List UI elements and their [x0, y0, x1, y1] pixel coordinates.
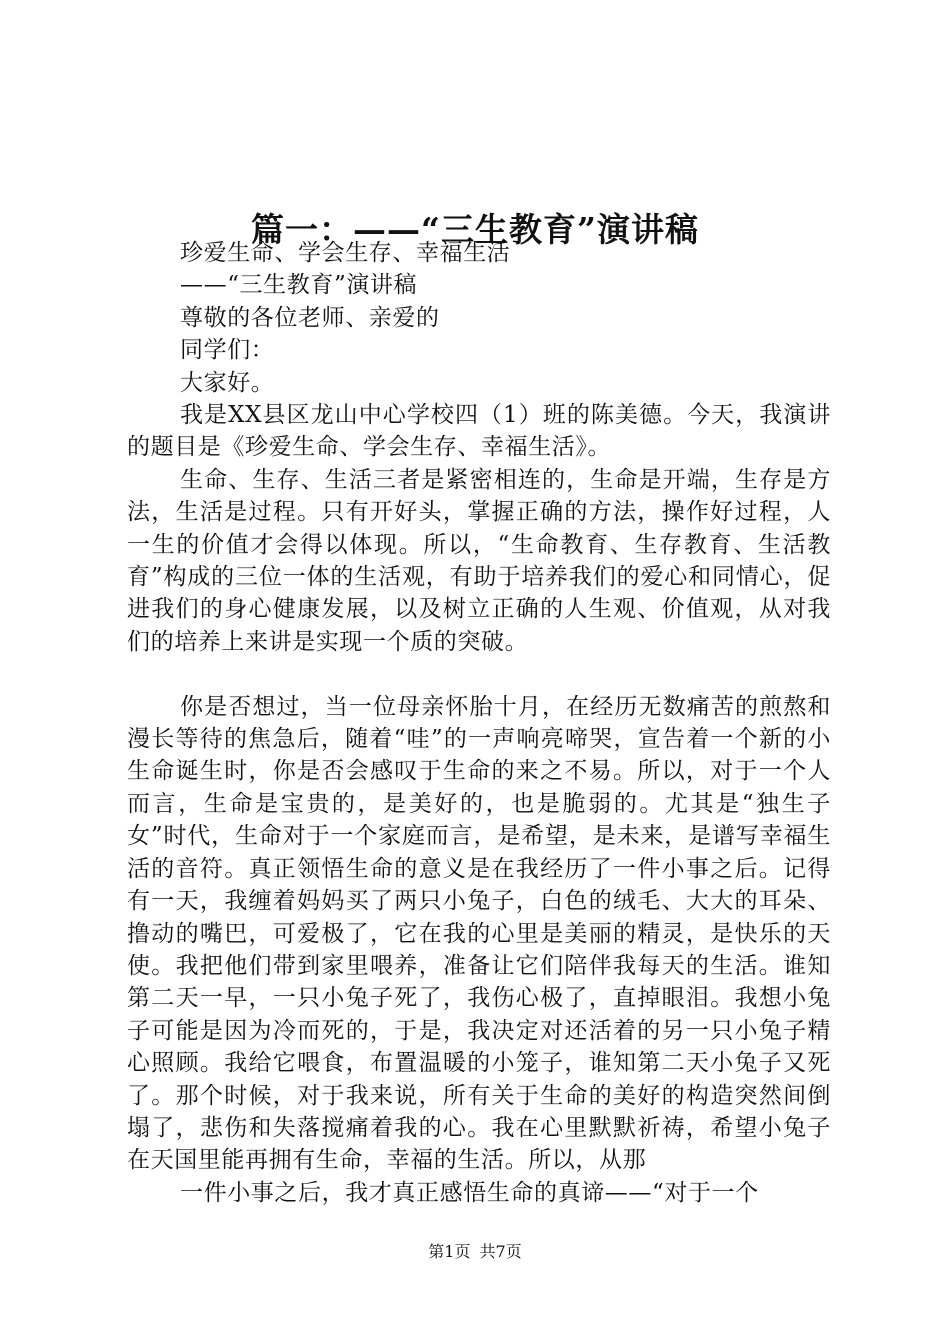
paragraph-three-lives: 生命、生存、生活三者是紧密相连的，生命是开端，生存是方法，生活是过程。只有开好头，掌握正确的方法，操作好过程，人一生的价值才会得以体现。所以，“生命教育、生存教育、生活教育”构成的三位一体的生活观，有助于培养我们的爱心和同情心，促进我们的身心健康发展，以及树立正确的人生观、价值观，从对我们的培养上来讲是实现一个质的突破。	[127, 466, 831, 655]
speech-subtitle: 珍爱生命、学会生存、幸福生活	[180, 240, 511, 266]
page-number-footer: 第1页 共7页	[428, 1242, 522, 1261]
paragraph-continuation: 一件小事之后，我才真正感悟生命的真谛——“对于一个	[180, 1179, 759, 1206]
paragraph-gap	[127, 658, 831, 690]
paragraph-rabbit-story: 你是否想过，当一位母亲怀胎十月，在经历无数痛苦的煎熬和漫长等待的焦急后，随着“哇”的一声响亮啼哭，宣告着一个新的小生命诞生时，你是否会感叹于生命的来之不易。所以，对于一个人而言，生命是宝贵的，是美好的，也是脆弱的。尤其是“独生子女”时代，生命对于一个家庭而言，是希望，是未来，是谱写幸福生活的音符。真正领悟生命的意义是在我经历了一件小事之后。记得有一天，我缠着妈妈买了两只小兔子，白色的绒毛、大大的耳朵、撸动的嘴巴，可爱极了，它在我的心里是美丽的精灵，是快乐的天使。我把他们带到家里喂养，准备让它们陪伴我每天的生活。谁知第二天一早，一只小兔子死了，我伤心极了，直掉眼泪。我想小兔子可能是因为冷而死的，于是，我决定对还活着的另一只小兔子精心照顾。我给它喂食，布置温暖的小笼子，谁知第二天小兔子又死了。那个时候，对于我来说，所有关于生命的美好的构造突然间倒塌了，悲伤和失落搅痛着我的心。我在心里默默祈祷，希望小兔子在天国里能再拥有生命，幸福的生活。所以，从那	[127, 693, 831, 1174]
greeting: 大家好。	[180, 369, 275, 396]
speech-subheading: ——“三生教育”演讲稿	[180, 272, 418, 299]
document-title: 篇一：——“三生教育”演讲稿	[251, 210, 699, 250]
document-body	[127, 237, 831, 1209]
salutation-line-1: 尊敬的各位老师、亲爱的	[180, 304, 440, 331]
salutation-line-2: 同学们：	[180, 337, 275, 364]
paragraph-introduction: 我是XX县区龙山中心学校四（1）班的陈美德。今天，我演讲的题目是《珍爱生命、学会生存、幸福生活》。	[127, 402, 831, 461]
